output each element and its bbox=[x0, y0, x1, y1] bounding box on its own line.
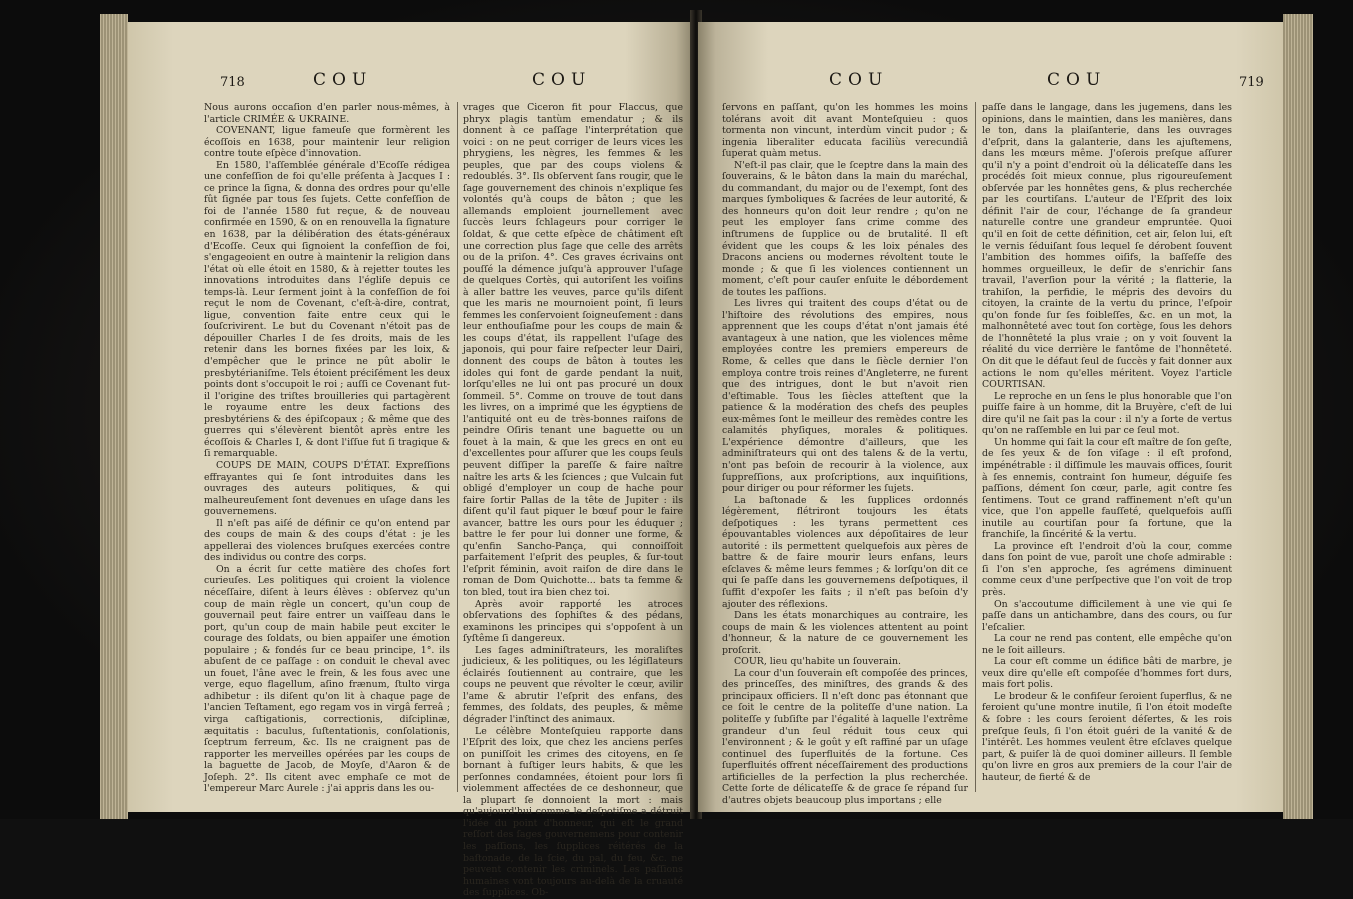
column-divider bbox=[975, 102, 976, 792]
page-number: 718 bbox=[220, 75, 245, 90]
right-page-header bbox=[698, 70, 1283, 96]
paragraph: Le célèbre Monteſquieu rapporte dans l'Eſprit des loix, que chez les anciens perſes on puniſſoit les crimes des citoyens, en ſe bornant à fuſtiger leurs habits, & que les perſonnes condamnées, étoient pour lors ſi violemment affectées de ce deshonneur, que la plupart ſe donnoient la mort : mais qu'aujourd'hui comme le deſpotiſme a détruit l'idée du point d'honneur, qui eſt le grand reſſort des ſages gouvernemens pour contenir les paſſions, les ſupplices réitérés de la baſtonade, de la ſcie, du pal, du feu, &c. ne peuvent contenir les criminels. Les paſſions humaines vont toujours au-delà de la cruauté des ſupplices. Ob- bbox=[463, 725, 683, 899]
right-page bbox=[698, 22, 1283, 812]
running-headword: COU bbox=[313, 70, 373, 90]
left-page bbox=[128, 22, 693, 899]
text-column-1 bbox=[722, 102, 968, 806]
column-divider bbox=[457, 102, 458, 792]
text-column-1 bbox=[204, 102, 450, 802]
paragraph: On a écrit ſur cette matière des choſes fort curieuſes. Les politiques qui croient la violence néceſſaire, diſent à leurs élèves : obſervez qu'un coup de main règle un concert, qu'un coup de gouvernail peut faire entrer un vaiſſeau dans le port, qu'un coup de main habile peut exciter le courage des ſoldats, ou bien appaiſer une émotion populaire ; & fondés ſur ce beau principe, 1°. ils abuſent de ce paſſage : on conduit le cheval avec un fouet, l'âne avec le frein, & les fous avec une verge, equo flagellum, aſino frænum, ſtulto virga adhibetur : ils diſent qu'on lit à chaque page de l'ancien Teſtament, ego regam vos in virgâ ferreâ ; virga caſtigationis, correctionis, diſciplinæ, æquitatis : baculus, ſuſtentationis, conſolationis, ſceptrum ferreum, &c. Ils ne craignent pas de rapporter les merveilles opérées par les coups de la baguette de Jacob, de Moyſe, d'Aaron & de Joſeph. 2°. Ils citent avec emphaſe ce mot de l'empereur Marc Aurele : j'ai appris dans les ou- bbox=[204, 563, 450, 795]
paragraph: La cour d'un ſouverain eſt compoſée des princes, des princeſſes, des miniſtres, des grands & des principaux officiers. Il n'eſt donc pas étonnant que ce ſoit le centre de la politeſſe d'une nation. La politeſſe y ſubſiſte par l'égalité à laquelle l'extrême grandeur d'un ſeul réduit tous ceux qui l'environnent ; & le goût y eſt raffiné par un uſage continuel des ſuperfluités de la fortune. Ces ſuperfluités offrent néceſſairement des productions artificielles de la perfection la plus recherchée. Cette ſorte de délicateſſe & de grace ſe répand ſur d'autres objets beaucoup plus importans ; elle bbox=[722, 667, 968, 806]
left-page-header bbox=[128, 70, 693, 96]
paragraph: Un homme qui ſait la cour eſt maître de ſon geſte, de ſes yeux & de ſon viſage : il eſt profond, impénétrable : il diſſimule les mauvais offices, ſourit à ſes ennemis, contraint ſon humeur, déguiſe ſes paſſions, dément ſon cœur, parle, agit contre ſes ſentimens. Tout ce grand raffinement n'eſt qu'un vice, que l'on appelle fauſſeté, quelquefois auſſi inutile au courtiſan pour ſa fortune, que la franchiſe, la ſincérité & la vertu. bbox=[982, 436, 1232, 541]
paragraph: La province eſt l'endroit d'où la cour, comme dans ſon point de vue, paroît une choſe admirable : ſi l'on s'en approche, ſes agrémens diminuent comme ceux d'une perſpective que l'on voit de trop près. bbox=[982, 540, 1232, 598]
paragraph: COUPS DE MAIN, COUPS D'ÉTAT. Expreſſions effrayantes qui ſe ſont introduites dans les ouvrages des auteurs politiques, & qui malheureuſement ſont devenues en uſage dans les gouvernemens. bbox=[204, 459, 450, 518]
paragraph: Les livres qui traitent des coups d'état ou de l'hiſtoire des révolutions des empires, nous apprennent que les coups d'état n'ont jamais été avantageux à une nation, que les violences même employées contre les premiers empereurs de Rome, & celles que dans le ſiècle dernier l'on employa contre trois reines d'Angleterre, ne furent que des intrigues, dont le but n'avoit rien d'eſtimable. Tous les ſiècles atteſtent que la patience & la modération des chefs des peuples eux-mêmes ſont le meilleur des remèdes contre les calamités phyſiques, morales & politiques. L'expérience démontre d'ailleurs, que les adminiſtrateurs qui ont des talens & de la vertu, n'ont pas beſoin de recourir à la violence, aux ſuppreſſions, aux proſcriptions, aux inquiſitions, pour diriger ou pour réformer les ſujets. bbox=[722, 298, 968, 495]
paragraph: La baſtonade & les ſupplices ordonnés légèrement, flétriront toujours les états deſpotiques : les tyrans permettent ces épouvantables violences aux dépoſitaires de leur autorité : ils permettent quelquefois aux pères de battre & de faire mourir leurs enfans, leurs eſclaves & même leurs femmes ; & lorſqu'on dit ce qui ſe paſſe dans les gouvernemens deſpotiques, il ſuffit d'expoſer les faits ; il n'eſt pas beſoin d'y ajouter des réflexions. bbox=[722, 494, 968, 610]
running-headword: COU bbox=[1047, 70, 1107, 90]
left-page-edges bbox=[100, 14, 128, 819]
paragraph: vrages que Ciceron fit pour Flaccus, que phryx plagis tantùm emendatur ; & ils donnent à ce paſſage l'interprétation que voici : on ne peut corriger de leurs vices les phrygiens, les nègres, les femmes & les peuples, que par des coups violens & redoublés. 3°. Ils obſervent ſans rougir, que le ſage gouvernement des chinois n'explique ſes volontés qu'à coups de bâton ; que les allemands emploient journellement avec ſuccès leurs ſchlageurs pour corriger le ſoldat, & que cette eſpèce de châtiment eſt une correction plus ſage que celle des arrêts ou de la priſon. 4°. Ces graves écrivains ont pouſſé la démence juſqu'à approuver l'uſage de quelques Cortès, qui autoriſent les voiſins à aller battre les veuves, parce qu'ils diſent que les maris ne mournoient point, ſi leurs femmes les conſervoient ſoigneuſement : dans leur enthouſiaſme pour les coups de main & les coups d'état, ils rappellent l'uſage des japonois, qui pour faire reſpecter leur Dairi, donnent des coups de bâton à toutes les idoles qui font de garde pendant la nuit, lorſqu'elles ne lui ont pas procuré un doux ſommeil. 5°. Comme on trouve de tout dans les livres, on a imprimé que les égyptiens de l'antiquité ont eu de très-bonnes raiſons de peindre Oſiris tenant une baguette ou un fouet à la main, & que les grecs en ont eu d'excellentes pour aſſurer que les coups ſeuls peuvent diſſiper la pareſſe & faire naître naître les arts & les ſciences ; que Vulcain fut obligé d'employer un coup de hache pour faire ſortir Pallas de la tête de Jupiter : ils diſent qu'il faut piquer le bœuf pour le faire avancer, battre les ours pour les éduquer ; battre le fer pour lui donner une forme, & qu'enfin Sancho-Pança, qui connoiſſoit parfaitement l'eſprit des peuples, & ſur-tout l'eſprit féminin, avoit raiſon de dire dans le roman de Dom Quichotte... bats ta femme & ton bled, tout ira bien chez toi. bbox=[463, 102, 683, 598]
page-number: 719 bbox=[1239, 75, 1264, 90]
paragraph: La cour ne rend pas content, elle empêche qu'on ne le ſoit ailleurs. bbox=[982, 633, 1232, 656]
running-headword: COU bbox=[532, 70, 592, 90]
paragraph: Nous aurons occaſion d'en parler nous-mêmes, à l'article CRIMÉE & UKRAINE. bbox=[204, 102, 450, 125]
paragraph: ſervons en paſſant, qu'on les hommes les moins tolérans avoit dit avant Monteſquieu : quos tormenta non vincunt, interdùm vincit pudor ; & ingenia liberaliter educata faciliùs verecundiâ ſuperat quàm metus. bbox=[722, 102, 968, 160]
running-headword: COU bbox=[829, 70, 889, 90]
paragraph: COUR, lieu qu'habite un ſouverain. bbox=[734, 656, 902, 668]
paragraph: N'eſt-il pas clair, que le ſceptre dans la main des ſouverains, & le bâton dans la main du maréchal, du commandant, du major ou de l'exempt, ſont des marques ſymboliques & ſacrées de leur autorité, & des honneurs qu'on doit leur rendre ; qu'on ne peut les employer ſans crime comme des inſtrumens de ſupplice ou de brutalité. Il eſt évident que les coups & les loix pénales des Dracons anciens ou modernes révoltent toute le monde ; & que ſi les violences contiennent un moment, c'eſt pour cauſer enſuite le débordement de toutes les paſſions. bbox=[722, 159, 968, 298]
paragraph: En 1580, l'aſſemblée générale d'Ecoſſe rédigea une confeſſion de foi qu'elle préſenta à Jacques I : ce prince la ſigna, & donna des ordres pour qu'elle fût ſignée par tous ſes ſujets. Cette confeſſion de foi de l'année 1580 fut reçue, & de nouveau confirmée en 1590, & on en renouvella la ſignature en 1638, par la délibération des états-généraux d'Ecoſſe. Ceux qui ſignoient la confeſſion de foi, s'engageoient en outre à maintenir la religion dans l'état où elle étoit en 1580, & à rejetter toutes les innovations introduites dans l'égliſe depuis ce temps-là. Leur ſerment joint à la confeſſion de foi reçut le nom de Covenant, c'eſt-à-dire, contrat, ligue, convention faite entre ceux qui le ſouſcrivirent. Le but du Covenant n'étoit pas de dépouiller Charles I de ſes droits, mais de les retenir dans les bornes fixées par les loix, & d'empêcher que le prince ne pût abolir le presbytérianiſme. Tels étoient préciſément les deux points dont s'occupoit le roi ; auſſi ce Covenant fut-il l'origine des triſtes brouilleries qui partagèrent le royaume entre les deux factions des presbytériens & des épiſcopaux ; & même que des guerres qui s'élevèrent bientôt après entre les écoſſois & Charles I, & dont l'iſſue fut ſi tragique & ſi remarquable. bbox=[204, 159, 450, 460]
paragraph: La cour eſt comme un édifice bâti de marbre, je veux dire qu'elle eſt compoſée d'hommes fort durs, mais fort polis. bbox=[982, 656, 1232, 691]
text-column-2 bbox=[463, 102, 683, 899]
paragraph: On s'accoutume difficilement à une vie qui ſe paſſe dans un antichambre, dans des cours, ou ſur l'eſcalier. bbox=[982, 598, 1232, 633]
paragraph: Après avoir rapporté les atroces obſervations des ſophiſtes & des pédans, examinons les principes qui s'oppoſent à un ſyſtême ſi dangereux. bbox=[463, 598, 683, 645]
paragraph: Il n'eſt pas aiſé de définir ce qu'on entend par des coups de main & des coups d'état : je les appellerai des violences bruſques exercées contre des individus ou contre des corps. bbox=[204, 517, 450, 564]
paragraph: Les ſages adminiſtrateurs, les moraliſtes judicieux, & les politiques, ou les légiſlateurs éclairés ſoutiennent au contraire, que les coups ne peuvent que révolter le cœur, avilir l'ame & abrutir l'eſprit des enfans, des femmes, des ſoldats, des peuples, & même dégrader l'inſtinct des animaux. bbox=[463, 644, 683, 725]
paragraph: paſſe dans le langage, dans les jugemens, dans les opinions, dans le maintien, dans les manières, dans le ton, dans la plaiſanterie, dans les ouvrages d'eſprit, dans la galanterie, dans les ajuſtemens, dans les mœurs même. J'oſerois preſque aſſurer qu'il n'y a point d'endroit où la délicateſſe dans les procédés ſoit mieux connue, plus rigoureuſement obſervée par les honnêtes gens, & plus recherchée par les courtiſans. L'auteur de l'Eſprit des loix définit l'air de cour, l'échange de ſa grandeur naturelle contre une grandeur empruntée. Quoi qu'il en ſoit de cette définition, cet air, ſelon lui, eſt le vernis ſéduiſant ſous lequel ſe dérobent ſouvent l'ambition des hommes oiſifs, la baſſeſſe des hommes orgueilleux, le deſir de s'enrichir ſans travail, l'averſion pour la vérité ; la flatterie, la trahiſon, la perfidie, le mépris des devoirs du citoyen, la crainte de la vertu du prince, l'eſpoir qu'on fonde ſur ſes foibleſſes, &c. en un mot, la malhonnêteté avec tout ſon cortège, ſous les dehors de l'honnêteté la plus vraie ; on y voit ſouvent la réalité du vice derrière le fantôme de l'honnêteté. On dit que le défaut ſeul de ſuccès y fait donner aux actions le nom qu'elles méritent. Voyez l'article COURTISAN. bbox=[982, 102, 1232, 391]
text-column-2 bbox=[982, 102, 1232, 802]
paragraph: Le reproche en un ſens le plus honorable que l'on puiſſe faire à un homme, dit la Bruyère, c'eſt de lui dire qu'il ne ſait pas la cour : il n'y a ſorte de vertus qu'on ne raſſemble en lui par ce ſeul mot. bbox=[982, 390, 1232, 437]
paragraph: COVENANT, ligue fameuſe que formèrent les écoſſois en 1638, pour maintenir leur religion contre toute eſpèce d'innovation. bbox=[204, 125, 450, 160]
paragraph: Dans les états monarchiques au contraire, les coups de main & les violences attentent au point d'honneur, & la nature de ce gouvernement les proſcrit. bbox=[722, 610, 968, 656]
paragraph: Le brodeur & le confiſeur ſeroient ſuperflus, & ne feroient qu'une montre inutile, ſi l'on étoit modeſte & ſobre : les cours ſeroient déſertes, & les rois preſque ſeuls, ſi l'on étoit guéri de la vanité & de l'intérêt. Les hommes veulent être eſclaves quelque part, & puiſer là de quoi dominer ailleurs. Il ſemble qu'on livre en gros aux premiers de la cour l'air de hauteur, de fierté & de bbox=[982, 690, 1232, 783]
right-page-edges bbox=[1283, 14, 1313, 819]
